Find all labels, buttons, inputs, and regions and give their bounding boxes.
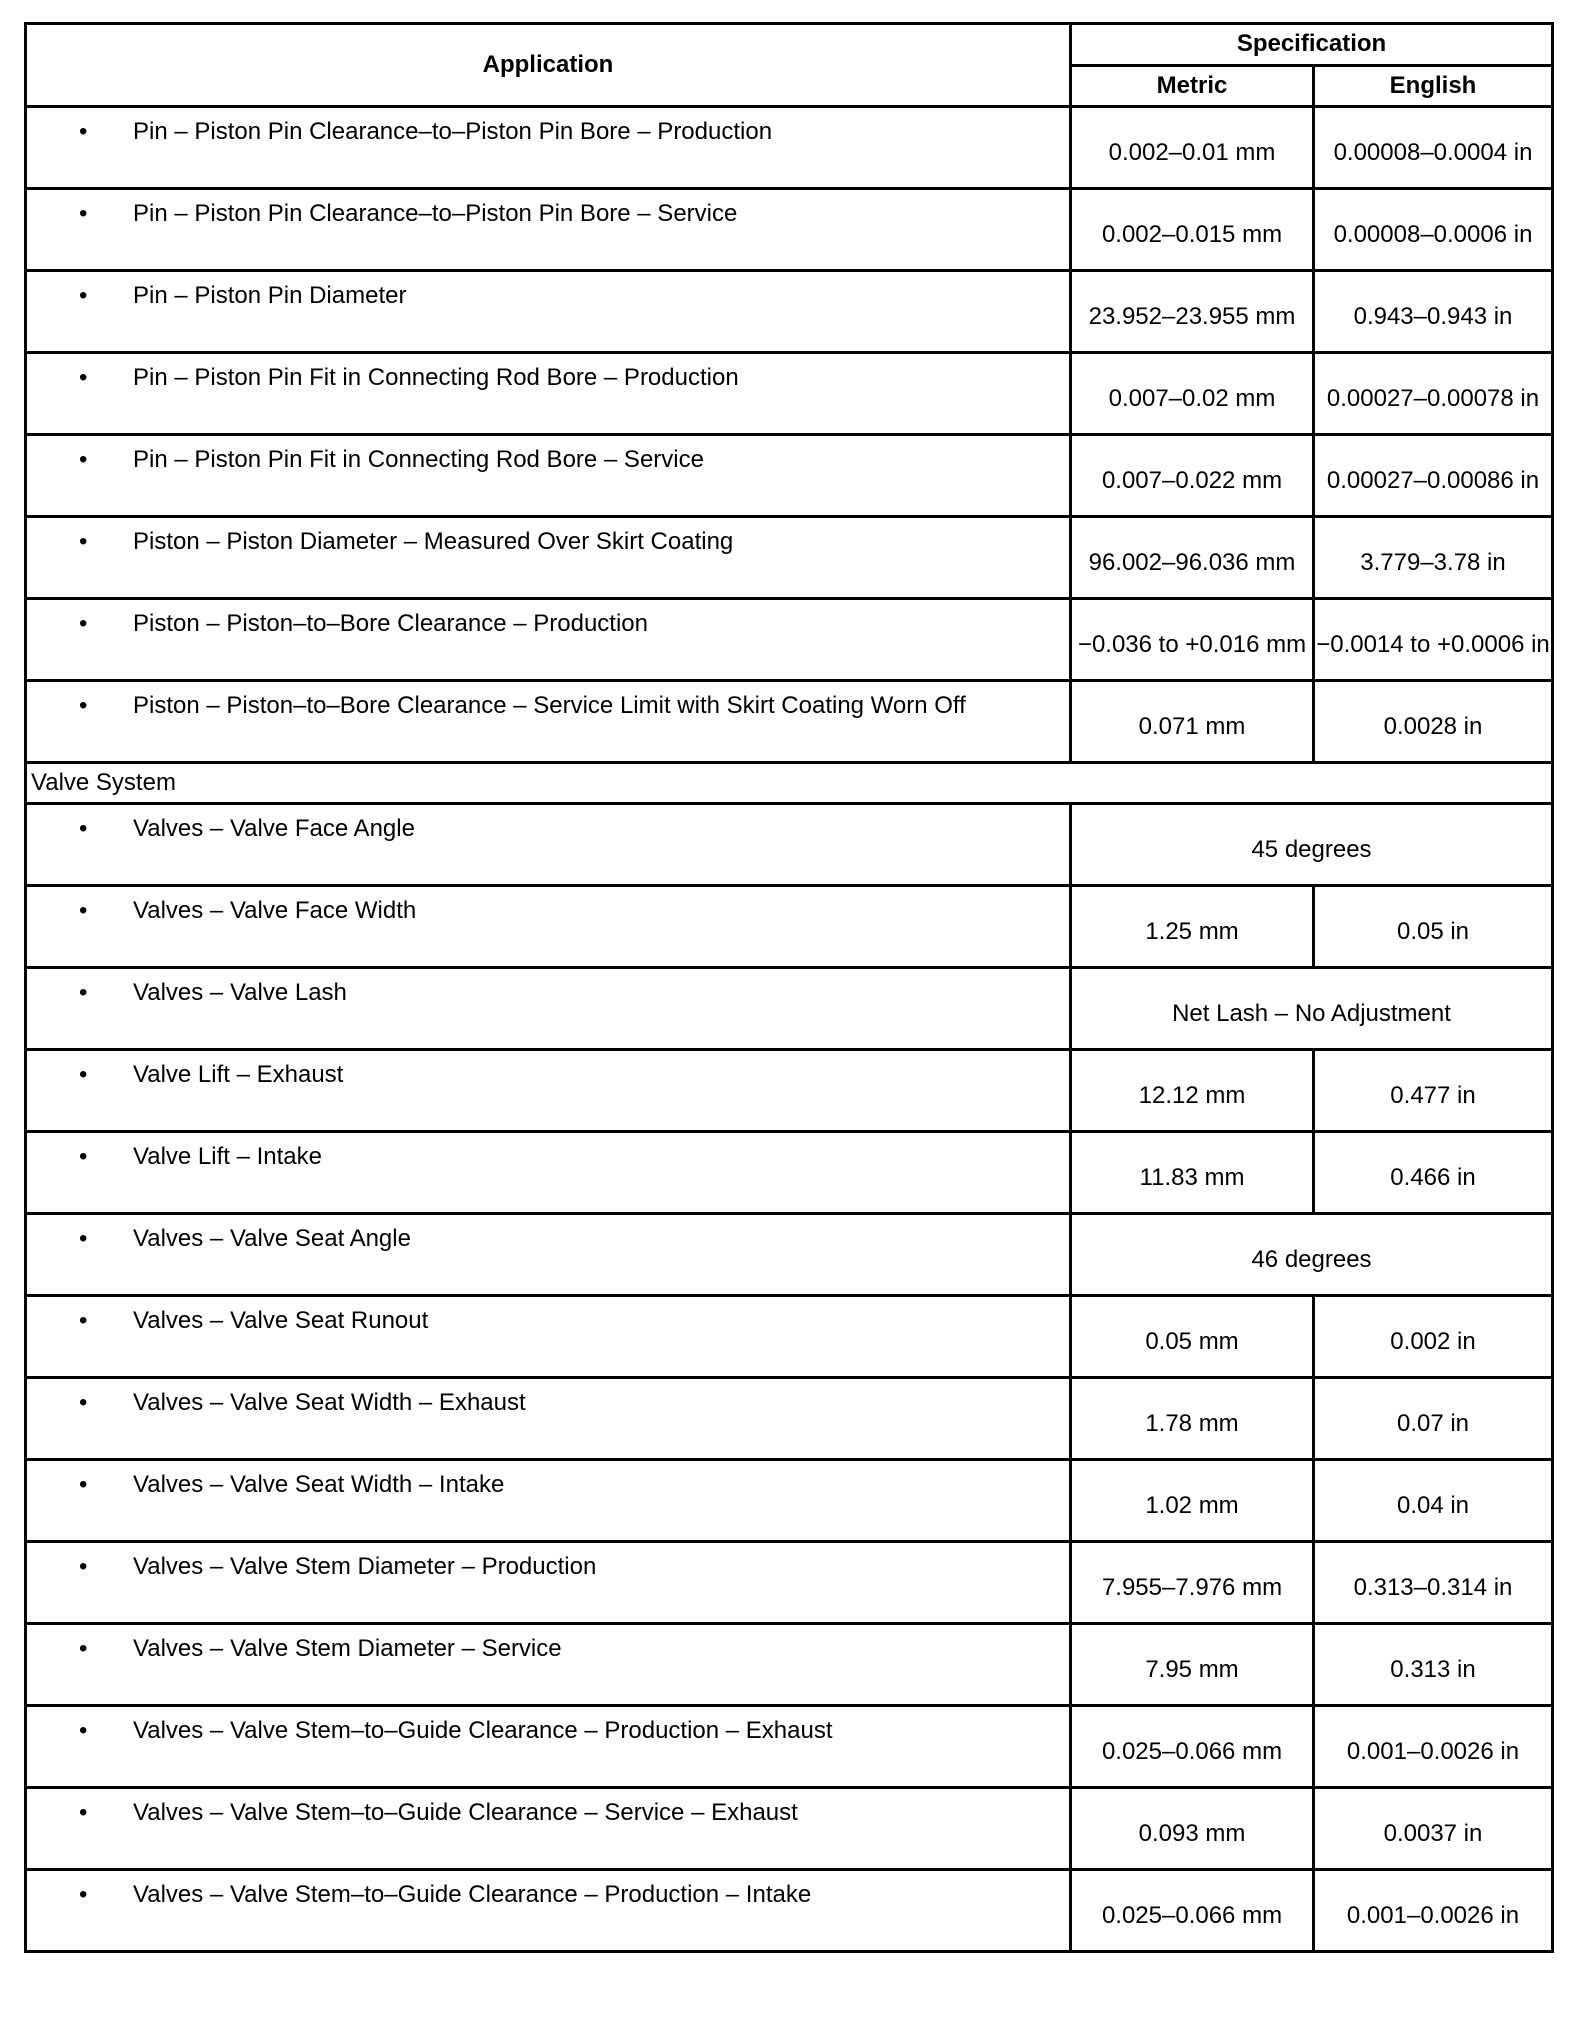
combined-spec-value: 45 degrees (1251, 836, 1372, 863)
english-value: 0.466 in (1390, 1164, 1476, 1191)
bullet-icon: • (79, 446, 88, 473)
application-cell (26, 1378, 1071, 1460)
metric-cell (1071, 681, 1314, 763)
application-text: Pin – Piston Pin Clearance–to–Piston Pin Bore – Production (133, 118, 773, 145)
application-cell (26, 886, 1071, 968)
english-cell (1314, 681, 1553, 763)
application-cell (26, 599, 1071, 681)
english-cell (1314, 1788, 1553, 1870)
application-text: Valve Lift – Exhaust (133, 1061, 344, 1088)
english-value: 0.00027–0.00078 in (1326, 385, 1540, 412)
table-row (26, 1788, 1553, 1870)
table-row (26, 189, 1553, 271)
english-cell (1314, 1132, 1553, 1214)
metric-value: 0.007–0.022 mm (1101, 467, 1283, 494)
english-value: 0.002 in (1390, 1328, 1476, 1355)
metric-cell (1071, 1624, 1314, 1706)
table-row (26, 804, 1553, 886)
metric-value: 0.071 mm (1138, 713, 1246, 740)
table-row (26, 1542, 1553, 1624)
bullet-icon: • (79, 528, 88, 555)
combined-spec-value: Net Lash – No Adjustment (1172, 1000, 1451, 1027)
table-row (26, 271, 1553, 353)
application-text: Valves – Valve Seat Width – Intake (133, 1471, 505, 1498)
bullet-icon: • (79, 364, 88, 391)
application-text: Valves – Valve Seat Angle (133, 1225, 411, 1252)
table-row (26, 681, 1553, 763)
metric-cell (1071, 599, 1314, 681)
application-cell (26, 968, 1071, 1050)
application-text: Valve Lift – Intake (133, 1143, 322, 1170)
header-specification: Specification (1071, 24, 1553, 66)
combined-spec-cell (1071, 1214, 1553, 1296)
bullet-icon: • (79, 1471, 88, 1498)
metric-value: 7.955–7.976 mm (1101, 1574, 1283, 1601)
english-cell (1314, 271, 1553, 353)
metric-value: 1.78 mm (1145, 1410, 1239, 1437)
combined-spec-cell (1071, 804, 1553, 886)
table-row (26, 1460, 1553, 1542)
metric-cell (1071, 1460, 1314, 1542)
bullet-icon: • (79, 1717, 88, 1744)
bullet-icon: • (79, 692, 88, 719)
english-value: −0.0014 to +0.0006 in (1316, 631, 1550, 658)
english-value: 0.0037 in (1383, 1820, 1483, 1847)
metric-value: 1.02 mm (1145, 1492, 1239, 1519)
combined-spec-cell (1071, 968, 1553, 1050)
bullet-icon: • (79, 610, 88, 637)
bullet-icon: • (79, 979, 88, 1006)
metric-value: 0.025–0.066 mm (1101, 1738, 1283, 1765)
application-text: Valves – Valve Seat Width – Exhaust (133, 1389, 526, 1416)
header-english: English (1314, 65, 1553, 107)
table-row (26, 517, 1553, 599)
table-row (26, 1378, 1553, 1460)
application-cell (26, 1460, 1071, 1542)
bullet-icon: • (79, 1799, 88, 1826)
metric-value: 96.002–96.036 mm (1088, 549, 1296, 576)
metric-value: 7.95 mm (1145, 1656, 1239, 1683)
metric-cell (1071, 1378, 1314, 1460)
english-cell (1314, 517, 1553, 599)
application-cell (26, 517, 1071, 599)
header-metric: Metric (1071, 65, 1314, 107)
application-text: Pin – Piston Pin Fit in Connecting Rod Bore – Service (133, 446, 704, 473)
metric-cell (1071, 189, 1314, 271)
english-value: 0.313–0.314 in (1353, 1574, 1513, 1601)
application-text: Valves – Valve Stem–to–Guide Clearance – Production – Intake (133, 1881, 812, 1908)
combined-spec-value: 46 degrees (1251, 1246, 1372, 1273)
metric-value: 12.12 mm (1138, 1082, 1246, 1109)
metric-cell (1071, 1296, 1314, 1378)
application-text: Piston – Piston–to–Bore Clearance – Service Limit with Skirt Coating Worn Off (133, 692, 966, 719)
application-text: Valves – Valve Lash (133, 979, 347, 1006)
english-cell (1314, 886, 1553, 968)
metric-value: 0.025–0.066 mm (1101, 1902, 1283, 1929)
metric-value: 1.25 mm (1145, 918, 1239, 945)
bullet-icon: • (79, 1553, 88, 1580)
application-cell (26, 1870, 1071, 1952)
english-cell (1314, 599, 1553, 681)
english-cell (1314, 1460, 1553, 1542)
table-row (26, 1132, 1553, 1214)
application-cell (26, 271, 1071, 353)
valve-system-rows (26, 804, 1553, 1952)
bullet-icon: • (79, 1225, 88, 1252)
metric-cell (1071, 107, 1314, 189)
application-cell (26, 681, 1071, 763)
metric-value: 0.093 mm (1138, 1820, 1246, 1847)
table-row (26, 599, 1553, 681)
metric-value: 11.83 mm (1139, 1164, 1245, 1191)
table-row (26, 435, 1553, 517)
metric-cell (1071, 1870, 1314, 1952)
english-value: 0.0028 in (1383, 713, 1483, 740)
english-value: 0.05 in (1396, 918, 1470, 945)
application-cell (26, 1132, 1071, 1214)
bullet-icon: • (79, 118, 88, 145)
metric-value: 0.002–0.01 mm (1108, 139, 1276, 166)
metric-value: −0.036 to +0.016 mm (1077, 631, 1307, 658)
application-cell (26, 435, 1071, 517)
english-cell (1314, 353, 1553, 435)
header-application: Application (26, 24, 1071, 107)
english-value: 0.07 in (1396, 1410, 1470, 1437)
application-text: Valves – Valve Stem Diameter – Production (133, 1553, 597, 1580)
table-row (26, 886, 1553, 968)
english-cell (1314, 189, 1553, 271)
piston-pin-rows (26, 107, 1553, 763)
metric-cell (1071, 886, 1314, 968)
application-cell (26, 189, 1071, 271)
metric-cell (1071, 353, 1314, 435)
bullet-icon: • (79, 815, 88, 842)
english-cell (1314, 1378, 1553, 1460)
valve-system-section (26, 763, 1553, 804)
application-cell (26, 1624, 1071, 1706)
section-label: Valve System (26, 763, 1553, 804)
application-text: Valves – Valve Stem–to–Guide Clearance – Service – Exhaust (133, 1799, 798, 1826)
english-cell (1314, 435, 1553, 517)
bullet-icon: • (79, 1061, 88, 1088)
bullet-icon: • (79, 1389, 88, 1416)
english-cell (1314, 107, 1553, 189)
application-cell (26, 1214, 1071, 1296)
metric-cell (1071, 1132, 1314, 1214)
metric-cell (1071, 435, 1314, 517)
bullet-icon: • (79, 282, 88, 309)
english-cell (1314, 1624, 1553, 1706)
metric-value: 0.007–0.02 mm (1108, 385, 1276, 412)
table-row (26, 1624, 1553, 1706)
metric-cell (1071, 517, 1314, 599)
metric-value: 23.952–23.955 mm (1088, 303, 1296, 330)
specification-table (24, 22, 1554, 1953)
english-value: 0.313 in (1390, 1656, 1476, 1683)
metric-cell (1071, 1050, 1314, 1132)
application-text: Valves – Valve Seat Runout (133, 1307, 429, 1334)
application-cell (26, 1542, 1071, 1624)
application-cell (26, 353, 1071, 435)
table-row (26, 107, 1553, 189)
table-row (26, 1050, 1553, 1132)
english-cell (1314, 1870, 1553, 1952)
application-cell (26, 1296, 1071, 1378)
application-text: Pin – Piston Pin Diameter (133, 282, 407, 309)
application-text: Valves – Valve Stem–to–Guide Clearance – Production – Exhaust (133, 1717, 833, 1744)
metric-cell (1071, 1706, 1314, 1788)
application-text: Piston – Piston Diameter – Measured Over Skirt Coating (133, 528, 734, 555)
english-cell (1314, 1542, 1553, 1624)
english-value: 0.00027–0.00086 in (1326, 467, 1540, 494)
metric-cell (1071, 1788, 1314, 1870)
english-cell (1314, 1296, 1553, 1378)
application-text: Valves – Valve Face Width (133, 897, 417, 924)
english-value: 0.04 in (1396, 1492, 1470, 1519)
application-cell (26, 1706, 1071, 1788)
table-row (26, 1706, 1553, 1788)
table-row (26, 968, 1553, 1050)
english-value: 0.943–0.943 in (1353, 303, 1513, 330)
application-text: Piston – Piston–to–Bore Clearance – Production (133, 610, 648, 637)
table-row (26, 1870, 1553, 1952)
english-cell (1314, 1050, 1553, 1132)
table-row (26, 1296, 1553, 1378)
english-value: 0.001–0.0026 in (1346, 1902, 1520, 1929)
metric-value: 0.002–0.015 mm (1101, 221, 1283, 248)
english-value: 0.001–0.0026 in (1346, 1738, 1520, 1765)
metric-value: 0.05 mm (1145, 1328, 1239, 1355)
bullet-icon: • (79, 1635, 88, 1662)
english-value: 0.00008–0.0004 in (1333, 139, 1533, 166)
table-row (26, 353, 1553, 435)
metric-cell (1071, 1542, 1314, 1624)
application-cell (26, 1788, 1071, 1870)
application-cell (26, 107, 1071, 189)
application-text: Pin – Piston Pin Fit in Connecting Rod Bore – Production (133, 364, 739, 391)
application-text: Pin – Piston Pin Clearance–to–Piston Pin Bore – Service (133, 200, 738, 227)
table-row (26, 1214, 1553, 1296)
application-cell (26, 804, 1071, 886)
bullet-icon: • (79, 1881, 88, 1908)
bullet-icon: • (79, 897, 88, 924)
application-cell (26, 1050, 1071, 1132)
english-value: 0.00008–0.0006 in (1333, 221, 1533, 248)
english-value: 3.779–3.78 in (1360, 549, 1506, 576)
english-cell (1314, 1706, 1553, 1788)
english-value: 0.477 in (1390, 1082, 1476, 1109)
bullet-icon: • (79, 200, 88, 227)
application-text: Valves – Valve Stem Diameter – Service (133, 1635, 562, 1662)
bullet-icon: • (79, 1307, 88, 1334)
application-text: Valves – Valve Face Angle (133, 815, 415, 842)
bullet-icon: • (79, 1143, 88, 1170)
metric-cell (1071, 271, 1314, 353)
